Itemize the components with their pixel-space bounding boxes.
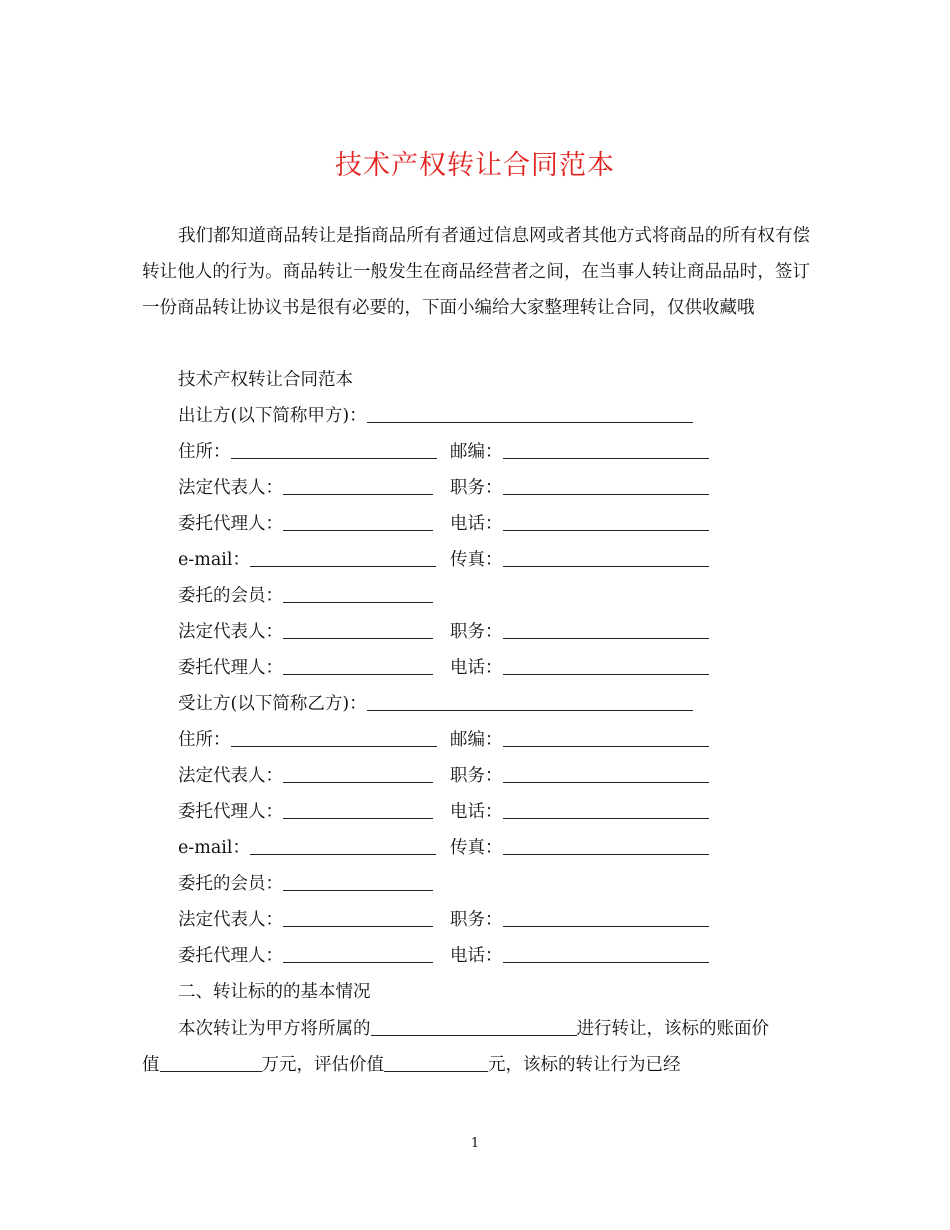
fax-blank[interactable] bbox=[503, 836, 709, 855]
agent-blank[interactable] bbox=[283, 944, 433, 963]
agent-blank[interactable] bbox=[283, 512, 433, 531]
appraisal-value-blank[interactable] bbox=[384, 1053, 488, 1072]
legal-rep-label: 法定代表人： bbox=[178, 622, 283, 642]
address-label: 住所： bbox=[178, 442, 231, 462]
agent-label: 委托代理人： bbox=[178, 946, 283, 966]
member-blank[interactable] bbox=[283, 584, 433, 603]
phone-blank[interactable] bbox=[503, 512, 709, 531]
phone-blank[interactable] bbox=[503, 800, 709, 819]
position-label: 职务： bbox=[450, 910, 503, 930]
party-a-email-row bbox=[178, 548, 503, 572]
party-b-label: 受让方(以下简称乙方)： bbox=[178, 694, 367, 714]
section-2-line-1 bbox=[142, 1011, 810, 1047]
document-title: 技术产权转让合同范本 bbox=[335, 150, 615, 181]
position-blank[interactable] bbox=[503, 620, 709, 639]
legal-rep-blank[interactable] bbox=[283, 908, 433, 927]
page-number: 1 bbox=[470, 1136, 480, 1151]
intro-paragraph: 我们都知道商品转让是指商品所有者通过信息网或者其他方式将商品的所有权有偿转让他人的行为。商品转让一般发生在商品经营者之间，在当事人转让商品品时，签订一份商品转让协议书是很有必要的，下面小编给大家整理转让合同，仅供收藏哦 bbox=[142, 226, 810, 318]
fax-label: 传真： bbox=[450, 550, 503, 570]
phone-blank[interactable] bbox=[503, 656, 709, 675]
party-a-label: 出让方(以下简称甲方)： bbox=[178, 406, 367, 426]
phone-label: 电话： bbox=[450, 658, 503, 678]
section-2-text: 万元，评估价值 bbox=[261, 1055, 384, 1075]
contract-subtitle: 技术产权转让合同范本 bbox=[178, 370, 353, 390]
party-a-member-legal-rep-row bbox=[178, 620, 503, 644]
legal-rep-label: 法定代表人： bbox=[178, 478, 283, 498]
legal-rep-blank[interactable] bbox=[283, 764, 433, 783]
party-b-row bbox=[178, 692, 693, 716]
email-blank[interactable] bbox=[250, 548, 436, 567]
book-value-blank[interactable] bbox=[160, 1053, 262, 1072]
position-label: 职务： bbox=[450, 766, 503, 786]
member-blank[interactable] bbox=[283, 872, 433, 891]
member-label: 委托的会员： bbox=[178, 874, 283, 894]
agent-label: 委托代理人： bbox=[178, 658, 283, 678]
address-blank[interactable] bbox=[231, 440, 437, 459]
party-b-member-legal-rep-row bbox=[178, 908, 503, 932]
party-b-member-row bbox=[178, 872, 433, 896]
party-b-member-agent-row bbox=[178, 944, 503, 968]
phone-blank[interactable] bbox=[503, 944, 709, 963]
section-2-text: 元，该标的转让行为已经 bbox=[488, 1055, 681, 1075]
email-label: e-mail： bbox=[178, 550, 250, 570]
legal-rep-label: 法定代表人： bbox=[178, 766, 283, 786]
fax-blank[interactable] bbox=[503, 548, 709, 567]
agent-label: 委托代理人： bbox=[178, 514, 283, 534]
fax-label: 传真： bbox=[450, 838, 503, 858]
party-a-legal-rep-row bbox=[178, 476, 503, 500]
party-a-member-row bbox=[178, 584, 433, 608]
position-blank[interactable] bbox=[503, 908, 709, 927]
position-label: 职务： bbox=[450, 622, 503, 642]
address-label: 住所： bbox=[178, 730, 231, 750]
position-label: 职务： bbox=[450, 478, 503, 498]
member-label: 委托的会员： bbox=[178, 586, 283, 606]
email-blank[interactable] bbox=[250, 836, 436, 855]
section-2-text: 值 bbox=[142, 1055, 160, 1075]
postcode-blank[interactable] bbox=[503, 728, 709, 747]
agent-blank[interactable] bbox=[283, 800, 433, 819]
postcode-label: 邮编： bbox=[450, 730, 503, 750]
legal-rep-blank[interactable] bbox=[283, 620, 433, 639]
party-a-row bbox=[178, 404, 693, 428]
position-blank[interactable] bbox=[503, 476, 709, 495]
phone-label: 电话： bbox=[450, 946, 503, 966]
position-blank[interactable] bbox=[503, 764, 709, 783]
party-b-agent-row bbox=[178, 800, 503, 824]
legal-rep-blank[interactable] bbox=[283, 476, 433, 495]
party-a-member-agent-row bbox=[178, 656, 503, 680]
party-a-address-row bbox=[178, 440, 503, 464]
party-b-address-row bbox=[178, 728, 503, 752]
party-a-blank[interactable] bbox=[367, 404, 693, 423]
address-blank[interactable] bbox=[231, 728, 437, 747]
agent-blank[interactable] bbox=[283, 656, 433, 675]
transfer-object-blank[interactable] bbox=[371, 1017, 577, 1036]
party-b-legal-rep-row bbox=[178, 764, 503, 788]
section-2-line-2 bbox=[142, 1047, 810, 1083]
email-label: e-mail： bbox=[178, 838, 250, 858]
phone-label: 电话： bbox=[450, 514, 503, 534]
agent-label: 委托代理人： bbox=[178, 802, 283, 822]
party-b-email-row bbox=[178, 836, 503, 860]
section-2-text: 进行转让，该标的账面价 bbox=[576, 1019, 769, 1039]
section-2-heading: 二、转让标的的基本情况 bbox=[178, 982, 371, 1002]
section-2-paragraph bbox=[142, 1011, 810, 1083]
postcode-blank[interactable] bbox=[503, 440, 709, 459]
legal-rep-label: 法定代表人： bbox=[178, 910, 283, 930]
phone-label: 电话： bbox=[450, 802, 503, 822]
postcode-label: 邮编： bbox=[450, 442, 503, 462]
party-a-agent-row bbox=[178, 512, 503, 536]
section-2-text: 本次转让为甲方将所属的 bbox=[178, 1019, 371, 1039]
party-b-blank[interactable] bbox=[367, 692, 693, 711]
